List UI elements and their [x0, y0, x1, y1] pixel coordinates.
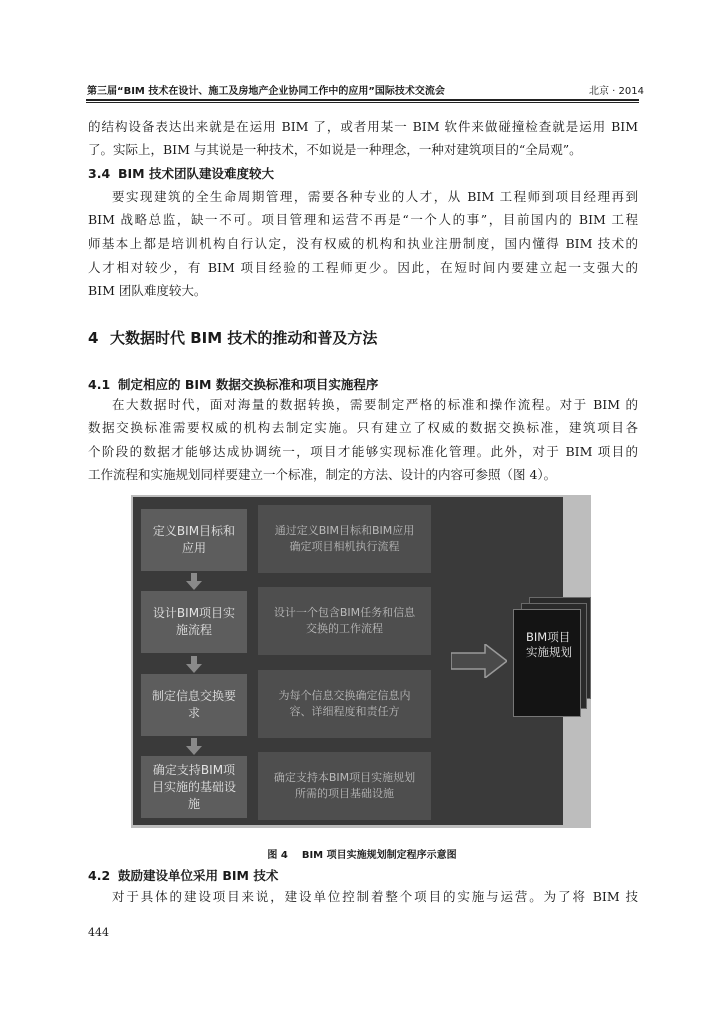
text-line: 对于具体的建设项目来说，建设单位控制着整个项目的实施与运营。为了将 BIM 技	[112, 889, 638, 904]
page-number: 444	[88, 926, 109, 939]
section-title: BIM 技术团队建设难度较大	[118, 166, 274, 181]
text-line: BIM 战略总监，缺一不可。项目管理和运营不再是“一个人的事”，目前国内的 BIM 工程	[88, 212, 638, 227]
step-4-description: 确定支持本BIM项目实施规划所需的项目基础设施	[258, 752, 431, 820]
figure-label: 图 4	[267, 850, 288, 861]
text-line: 工作流程和实施规划同样要建立一个标准，制定的方法、设计的内容可参照（图 4）。	[88, 467, 557, 482]
header-rule-thin	[86, 102, 639, 103]
text-line: 数据交换标准需要权威的机构去制定实施。只有建立了权威的数据交换标准，建筑项目各	[88, 420, 638, 435]
right-arrow-icon	[451, 644, 507, 678]
figure-caption	[0, 846, 724, 861]
text-line: 的结构设备表达出来就是在运用 BIM 了，或者用某一 BIM 软件来做碰撞检查就是运用 BIM	[88, 119, 638, 134]
section-number: 4.1	[88, 377, 111, 392]
step-3-box: 制定信息交换要求	[141, 674, 247, 736]
step-2-box: 设计BIM项目实施流程	[141, 591, 247, 653]
text-line: 在大数据时代，面对海量的数据转换，需要制定严格的标准和操作流程。对于 BIM 的	[112, 397, 638, 412]
text-line: 人才相对较少，有 BIM 项目经验的工程师更少。因此，在短时间内要建立起一支强大的	[88, 260, 638, 275]
step-2-description: 设计一个包含BIM任务和信息交换的工作流程	[258, 587, 431, 655]
flowchart-panel	[133, 497, 572, 825]
figure-4-flowchart	[131, 495, 591, 828]
section-heading-4	[88, 327, 377, 348]
text-line: 个阶段的数据才能够达成协调统一，项目才能够实现标准化管理。此外，对于 BIM 项目的	[88, 444, 638, 459]
section-heading-4-2	[88, 866, 278, 884]
section-heading-4-1	[88, 375, 378, 393]
section-title: 大数据时代 BIM 技术的推动和普及方法	[110, 329, 378, 347]
section-title: 制定相应的 BIM 数据交换标准和项目实施程序	[118, 377, 379, 392]
section-number: 3.4	[88, 166, 111, 181]
header-title: 第三届“BIM 技术在设计、施工及房地产企业协同工作中的应用”国际技术交流会	[87, 86, 445, 97]
step-1-description: 通过定义BIM目标和BIM应用确定项目相机执行流程	[258, 505, 431, 573]
text-line: 要实现建筑的全生命周期管理，需要各种专业的人才，从 BIM 工程师到项目经理再到	[112, 189, 638, 204]
section-title: 鼓励建设单位采用 BIM 技术	[118, 868, 279, 883]
figure-caption-text: BIM 项目实施规划制定程序示意图	[301, 850, 457, 861]
text-line: 了。实际上，BIM 与其说是一种技术，不如说是一种理念，一种对建筑项目的“全局观”。	[88, 142, 582, 157]
section-number: 4	[88, 329, 99, 347]
section-number: 4.2	[88, 868, 111, 883]
section-heading-3-4	[88, 164, 274, 182]
output-document: BIM项目实施规划	[513, 609, 581, 717]
header-location-year: 北京 · 2014	[589, 86, 644, 97]
step-1-box: 定义BIM目标和应用	[141, 509, 247, 571]
text-line: BIM 团队难度较大。	[88, 283, 207, 298]
step-3-description: 为每个信息交换确定信息内容、详细程度和责任方	[258, 670, 431, 738]
step-4-box: 确定支持BIM项目实施的基础设施	[141, 756, 247, 818]
header-rule	[86, 99, 639, 101]
text-line: 师基本上都是培训机构自行认定，没有权威的机构和执业注册制度，国内懂得 BIM 技术的	[88, 236, 638, 251]
